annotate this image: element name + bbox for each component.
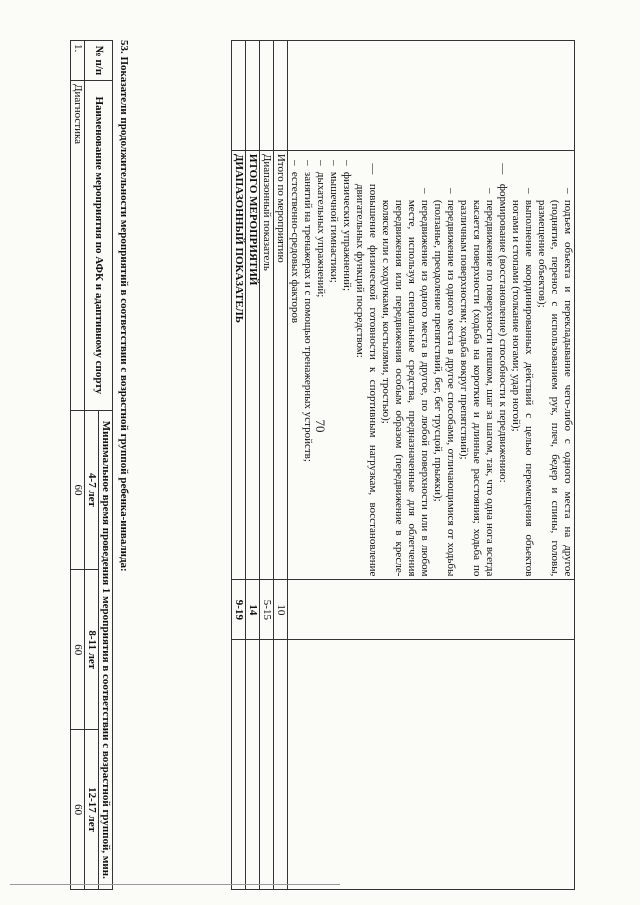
item-text: дыхательных упражнений; [315, 171, 327, 298]
row-value: 60 [71, 570, 85, 730]
header-name: Наименование мероприятия по АФК и адаптивному спорту [85, 80, 113, 410]
grand-range-label: ДИАПАЗОННЫЙ ПОКАЗАТЕЛЬ [232, 150, 246, 580]
table-row [232, 41, 246, 890]
empty-cell [260, 41, 274, 151]
activities-table [231, 40, 575, 890]
range-label: Диапазонный показатель [260, 150, 274, 580]
empty-cell [246, 640, 260, 890]
row-value: 60 [71, 410, 85, 570]
table-row [260, 41, 274, 890]
empty-cell [288, 41, 575, 151]
dash: — [497, 163, 509, 175]
item-text: естественно-средовых факторов [289, 171, 301, 324]
item-text: занятий на тренажерах и с помощью тренажерных устройств; [302, 171, 314, 462]
section-heading [353, 154, 379, 577]
table-row [288, 41, 575, 890]
row-value: 60 [71, 730, 85, 890]
list-item [379, 154, 431, 577]
list-item [314, 154, 327, 577]
dash: – [289, 160, 301, 166]
item-text: передвижение по поверхности пешком, шаг за шагом, так, что одна нога всегда касается поверхности (ходьба на короткие и длинные расстояния; ходьба по различным поверхностям; ходьба вокруг препятствий); [458, 199, 496, 577]
list-item [327, 154, 340, 577]
empty-cell [260, 640, 274, 890]
header-row [99, 41, 113, 890]
item-text: выполнение координированных действий с целью перемещения объектов ногами и стопами (толкание ногами; удар ногой); [510, 199, 535, 577]
item-text: повышение физической готовности к спортивным нагрузкам, восстановление двигательных функций посредством: [354, 183, 379, 577]
item-text: подъем объекта и перекладывание чего-либо с одного места на другое (поднятие, перенос с использованием рук, плеч, бедер и спины, головы, размещение объектов); [536, 199, 574, 577]
table-row [274, 41, 288, 890]
table-row [71, 41, 85, 890]
item-text: мышечной гимнастики; [328, 171, 340, 283]
header-age: 8-11 лет [85, 570, 99, 730]
bottom-rule [10, 884, 340, 885]
row-name: Диагностика [71, 80, 85, 410]
empty-cell [232, 640, 246, 890]
page-number: 70 [313, 419, 328, 433]
dash: – [328, 160, 340, 166]
row-num: 1. [71, 41, 85, 81]
rotated-content [20, 40, 575, 890]
empty-cell [288, 640, 575, 890]
list-item [288, 154, 301, 577]
grand-total-label: ИТОГО МЕРОПРИЯТИЙ [246, 150, 260, 580]
total-value: 10 [274, 580, 288, 640]
item-text: передвижение из одного места в другое способами, отличающимися от ходьбы (ползанье, преодоление препятствий, бег, бег трусцой, прыжки); [432, 199, 457, 577]
empty-cell [274, 41, 288, 151]
empty-cell [274, 640, 288, 890]
empty-cell [288, 580, 575, 640]
list-item [340, 154, 353, 577]
dash: – [523, 188, 535, 194]
list-item [301, 154, 314, 577]
dash: – [341, 160, 353, 166]
header-num: № п/п [85, 41, 113, 81]
list-item [535, 154, 574, 577]
header-age: 4-7 лет [85, 410, 99, 570]
duration-table [70, 40, 113, 890]
empty-cell [246, 41, 260, 151]
grand-range-value: 9-19 [232, 580, 246, 640]
dash: – [419, 188, 431, 194]
header-age: 12-17 лет [85, 730, 99, 890]
dash: – [315, 160, 327, 166]
section-heading [496, 154, 509, 577]
dash: – [484, 188, 496, 194]
dash: – [445, 188, 457, 194]
grand-total-value: 14 [246, 580, 260, 640]
header-time: Минимальное время проведения 1 мероприятия в соответствии с возрастной группой, мин. [99, 410, 113, 889]
empty-cell [232, 41, 246, 151]
total-label: Итого по мероприятию [274, 150, 288, 580]
activities-description-cell [288, 150, 575, 580]
dash: – [302, 160, 314, 166]
dash: — [367, 163, 379, 175]
table-row [246, 41, 260, 890]
list-item [457, 154, 496, 577]
item-text: формирование (восстановление) способности к передвижению: [497, 183, 509, 483]
section-53-caption: 53. Показатели продолжительности мероприятий в соответствии с возрастной группой ребенка-инвалида: [118, 40, 130, 572]
item-text: физических упражнений; [341, 171, 353, 291]
list-item [509, 154, 535, 577]
item-text: передвижение из одного места в другое, по любой поверхности или в любом месте, используя специальные средства, предназначенные для облегчения передвижения или передвижения особым образом (передвижение в кресле-коляске или с ходунками, костылями, тростью); [380, 199, 431, 577]
range-value: 5-15 [260, 580, 274, 640]
list-item [431, 154, 457, 577]
dash: – [562, 188, 574, 194]
